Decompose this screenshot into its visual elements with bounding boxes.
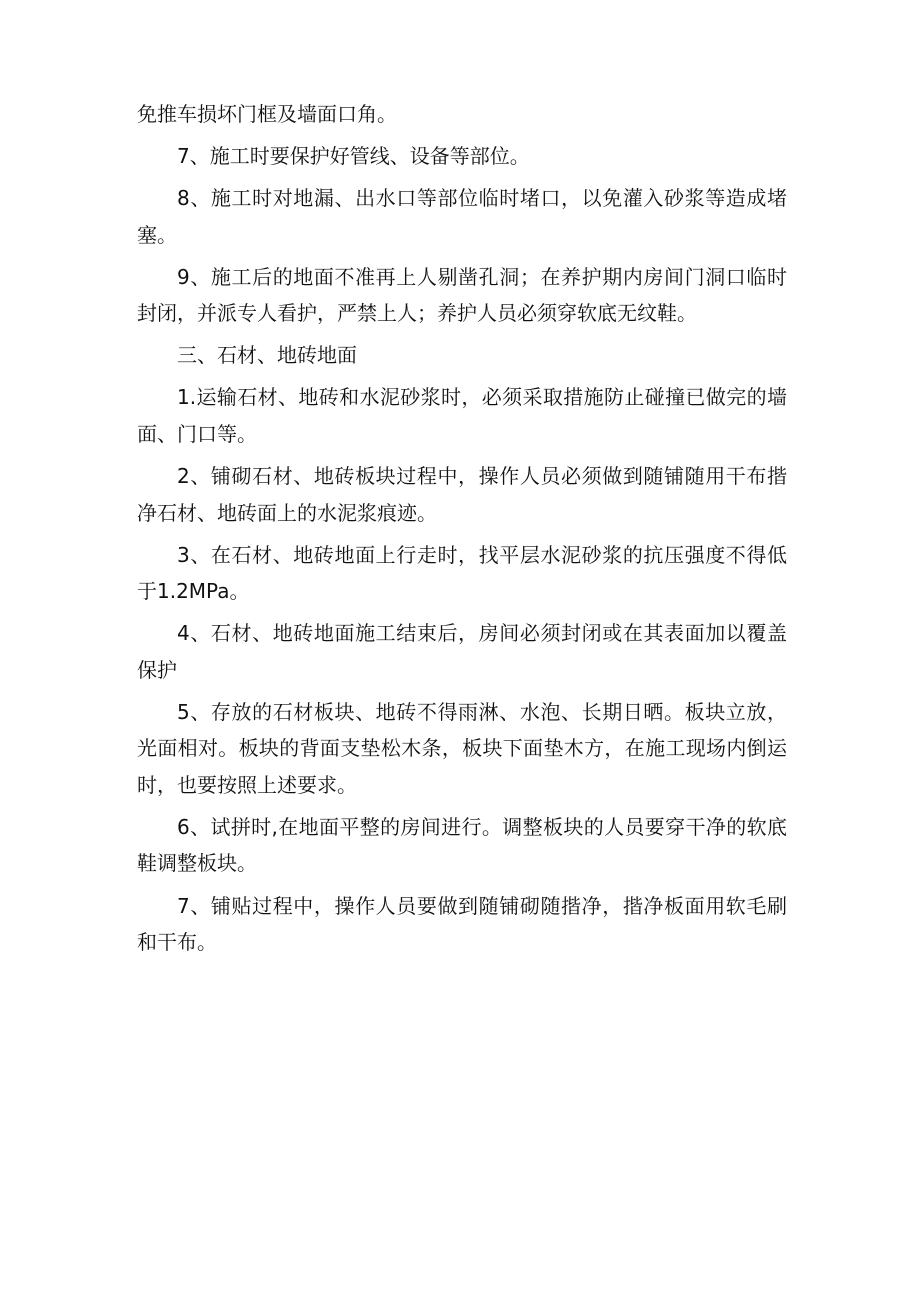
text-line: 6、试拼时,在地面平整的房间进行。调整板块的人员要穿干净的软底: [177, 814, 787, 839]
paragraph-stone-1: [137, 379, 787, 452]
paragraph-item-9: [137, 259, 787, 332]
paragraph-stone-5: [137, 694, 787, 804]
paragraph-item-7: [137, 138, 787, 175]
paragraph-stone-6: [137, 809, 787, 882]
text-line: 4、石材、地砖地面施工结束后，房间必须封闭或在其表面加以覆盖: [177, 621, 787, 646]
text-line: 7、铺贴过程中，操作人员要做到随铺砌随揩净，揩净板面用软毛刷: [177, 893, 787, 918]
text-line: 封闭，并派专人看护，严禁上人；养护人员必须穿软底无纹鞋。: [137, 301, 697, 326]
document-body: [137, 96, 787, 961]
text-line: 和干布。: [137, 930, 217, 955]
text-line: 时，也要按照上述要求。: [137, 772, 357, 797]
text-line: 面、门口等。: [137, 421, 257, 446]
text-line: 塞。: [137, 222, 177, 247]
paragraph-stone-3: [137, 537, 787, 610]
paragraph-stone-2: [137, 458, 787, 531]
text-line: 9、施工后的地面不准再上人剔凿孔洞；在养护期内房间门洞口临时: [177, 264, 787, 289]
text-line: 于1.2MPa。: [137, 579, 250, 604]
text-line: 7、施工时要保护好管线、设备等部位。: [177, 144, 530, 169]
text-line: 1.运输石材、地砖和水泥砂浆时，必须采取措施防止碰撞已做完的墙: [177, 385, 787, 410]
text-line: 5、存放的石材板块、地砖不得雨淋、水泡、长期日晒。板块立放，: [177, 699, 787, 724]
text-line: 免推车损坏门框及墙面口角。: [137, 102, 397, 126]
text-line: 2、铺砌石材、地砖板块过程中，操作人员必须做到随铺随用干布揩: [177, 464, 787, 489]
text-line: 3、在石材、地砖地面上行走时，找平层水泥砂浆的抗压强度不得低: [177, 542, 787, 567]
text-line: 8、施工时对地漏、出水口等部位临时堵口，以免灌入砂浆等造成堵: [177, 186, 787, 211]
paragraph-stone-4: [137, 615, 787, 688]
section-heading: [137, 337, 787, 374]
text-line: 光面相对。板块的背面支垫松木条，板块下面垫木方，在施工现场内倒运: [137, 736, 787, 761]
text-line: 鞋调整板块。: [137, 851, 257, 876]
text-line: 净石材、地砖面上的水泥浆痕迹。: [137, 500, 437, 525]
heading-text: 三、石材、地砖地面: [177, 343, 357, 368]
paragraph-item-8: [137, 180, 787, 253]
paragraph-continuation: [137, 96, 787, 133]
paragraph-stone-7: [137, 888, 787, 961]
text-line: 保护: [137, 657, 177, 682]
